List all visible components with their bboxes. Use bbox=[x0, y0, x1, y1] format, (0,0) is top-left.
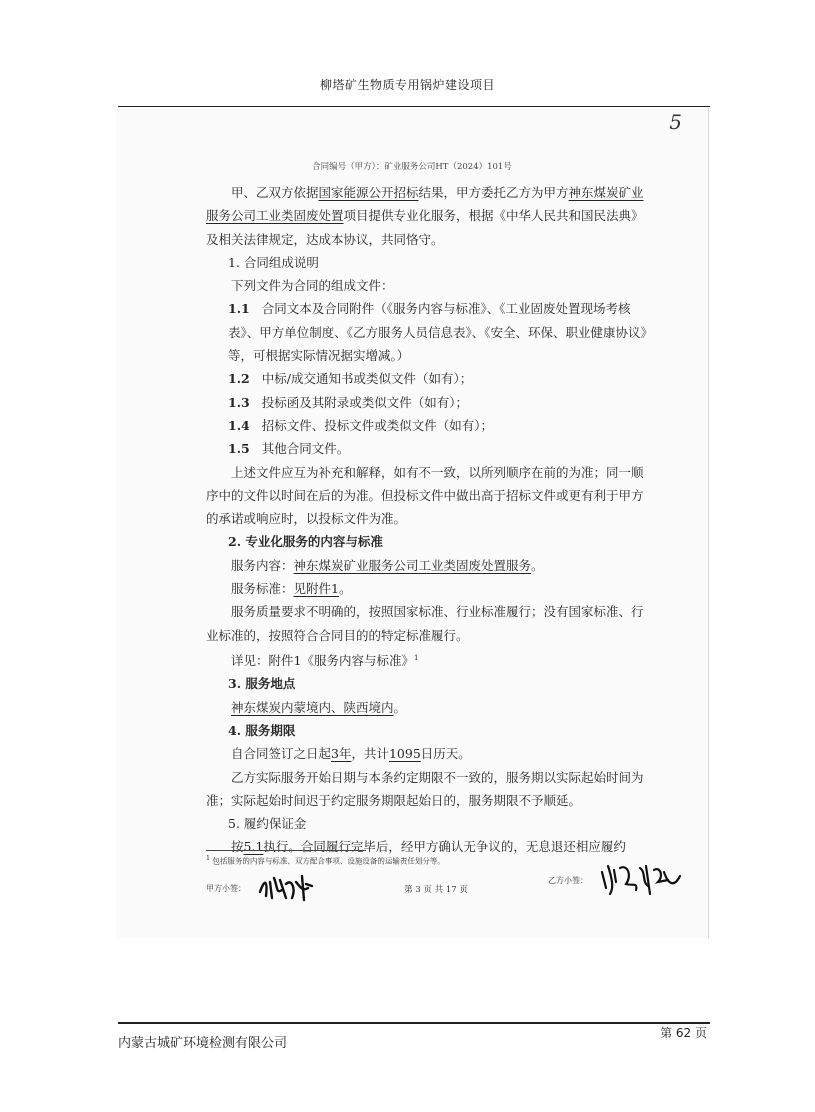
section-2-heading: 2. 专业化服务的内容与标准 bbox=[228, 534, 383, 550]
footer-page-number: 第 62 页 bbox=[660, 1026, 707, 1040]
item-text: 招标文件、投标文件或类似文件（如有）； bbox=[261, 417, 494, 433]
section-1-lead: 下列文件为合同的组成文件： bbox=[231, 278, 394, 294]
item-number: 1.3 bbox=[228, 394, 250, 410]
item-1-3 bbox=[206, 391, 648, 414]
term-days: 1095 bbox=[388, 746, 421, 762]
item-1-4 bbox=[206, 414, 648, 437]
intro-text-3: 结果，甲方委托乙方为甲方 bbox=[418, 185, 569, 200]
service-standard-label: 服务标准： bbox=[231, 581, 294, 597]
term-note: 乙方实际服务开始日期与本条约定期限不一致的，服务期以实际起始时间为准；实际起始时间迟于约定服务期限起始日的，服务期限不予顺延。 bbox=[206, 769, 644, 808]
service-content-end: 。 bbox=[531, 557, 544, 573]
scan-content bbox=[116, 108, 708, 938]
header-rule bbox=[118, 106, 710, 107]
item-text: 其他合同文件。 bbox=[261, 441, 350, 457]
footnote-rule bbox=[206, 850, 366, 851]
service-content-label: 服务内容： bbox=[231, 557, 294, 573]
intro-paragraph bbox=[206, 181, 648, 251]
term-years: 3年 bbox=[331, 746, 352, 762]
inner-page-number: 第 3 页 共 17 页 bbox=[404, 885, 468, 895]
item-text: 投标函及其附录或类似文件（如有）； bbox=[261, 394, 469, 410]
service-content-value: 神东煤炭矿业服务公司工业类固废处置服务 bbox=[293, 557, 532, 573]
intro-text-5: 项目提供专业化服务，根据《中华人民共和国民法典》及相关法律规定，达成本协议，共同恪守。 bbox=[206, 208, 644, 247]
procurement-method: 国家能源公开招标 bbox=[318, 185, 419, 200]
item-1-5 bbox=[206, 437, 648, 460]
item-number: 1.5 bbox=[228, 441, 250, 457]
party-a-initials-label: 甲方小签： bbox=[206, 884, 246, 893]
service-detail-text: 详见：附件1《服务内容与标准》 bbox=[231, 653, 414, 669]
footer-rule bbox=[118, 1022, 710, 1024]
service-standard-end: 。 bbox=[338, 581, 352, 597]
item-number: 1.2 bbox=[228, 371, 250, 387]
footer-company: 内蒙古城矿环境检测有限公司 bbox=[118, 1036, 288, 1051]
deposit-text-1: 按 bbox=[231, 839, 244, 855]
deposit-value: 5.1 bbox=[243, 839, 264, 855]
service-location bbox=[206, 696, 648, 719]
item-number: 1.1 bbox=[228, 301, 250, 317]
service-term bbox=[206, 742, 648, 765]
section-1-closing: 上述文件应互为补充和解释，如有不一致，以所列顺序在前的为准；同一顺序中的文件以时间在后的为准。但投标文件中做出高于招标文件或更有利于甲方的承诺或响应时，以投标文件为准。 bbox=[206, 464, 644, 527]
service-standard bbox=[206, 577, 648, 600]
page-header-title: 柳塔矿生物质专用锅炉建设项目 bbox=[319, 78, 495, 92]
party-b-signature-icon bbox=[598, 858, 684, 900]
footnote-text: 包括服务的内容与标准、双方配合事项、设施设备的运输责任划分等。 bbox=[212, 856, 445, 866]
item-text: 中标/成交通知书或类似文件（如有）； bbox=[261, 371, 473, 387]
footnote-number: 1 bbox=[206, 855, 210, 862]
service-location-end: 。 bbox=[393, 699, 407, 715]
contract-body bbox=[206, 181, 648, 859]
party-a-signature-icon bbox=[256, 870, 316, 904]
term-text-1: 自合同签订之日起 bbox=[231, 746, 332, 762]
scanned-contract-page bbox=[116, 108, 709, 938]
section-1-heading: 1. 合同组成说明 bbox=[228, 254, 319, 270]
item-number: 1.4 bbox=[228, 417, 250, 433]
item-text: 合同文本及合同附件（《服务内容与标准》、《工业固废处置现场考核表》、甲方单位制度、《乙方服务人员信息表》、《安全、环保、职业健康协议》等，可根据实际情况据实增减。） bbox=[228, 301, 647, 364]
service-location-value: 神东煤炭内蒙境内、陕西境内 bbox=[231, 699, 394, 715]
service-detail bbox=[206, 647, 648, 672]
contract-number: 合同编号（甲方）：矿业服务公司HT（2024）101号 bbox=[312, 162, 512, 172]
section-3-heading: 3. 服务地点 bbox=[228, 676, 296, 692]
party-b-initials-label: 乙方小签： bbox=[548, 876, 588, 885]
term-text-2: ，共计 bbox=[351, 746, 389, 762]
footnote bbox=[206, 855, 666, 867]
handwritten-page-number: 5 bbox=[669, 110, 682, 134]
term-text-3: 日历天。 bbox=[420, 746, 471, 762]
service-quality: 服务质量要求不明确的，按照国家标准、行业标准履行；没有国家标准、行业标准的，按照符合合同目的的特定标准履行。 bbox=[206, 604, 644, 643]
footnote-marker: 1 bbox=[413, 653, 419, 662]
section-4-heading: 4. 服务期限 bbox=[228, 722, 296, 738]
service-standard-value: 见附件1 bbox=[293, 581, 339, 597]
item-1-1 bbox=[206, 297, 648, 367]
section-5-heading: 5. 履约保证金 bbox=[228, 816, 307, 832]
deposit-text-2: 执行。合同履行完毕后，经甲方确认无争议的，无息退还相应履约 bbox=[263, 839, 626, 855]
project-name: 神东煤炭矿业服务公司工业类固废处置 bbox=[206, 185, 644, 224]
intro-text-1: 甲、乙双方依据 bbox=[231, 185, 319, 200]
item-1-2 bbox=[206, 367, 648, 390]
service-content bbox=[206, 554, 648, 577]
